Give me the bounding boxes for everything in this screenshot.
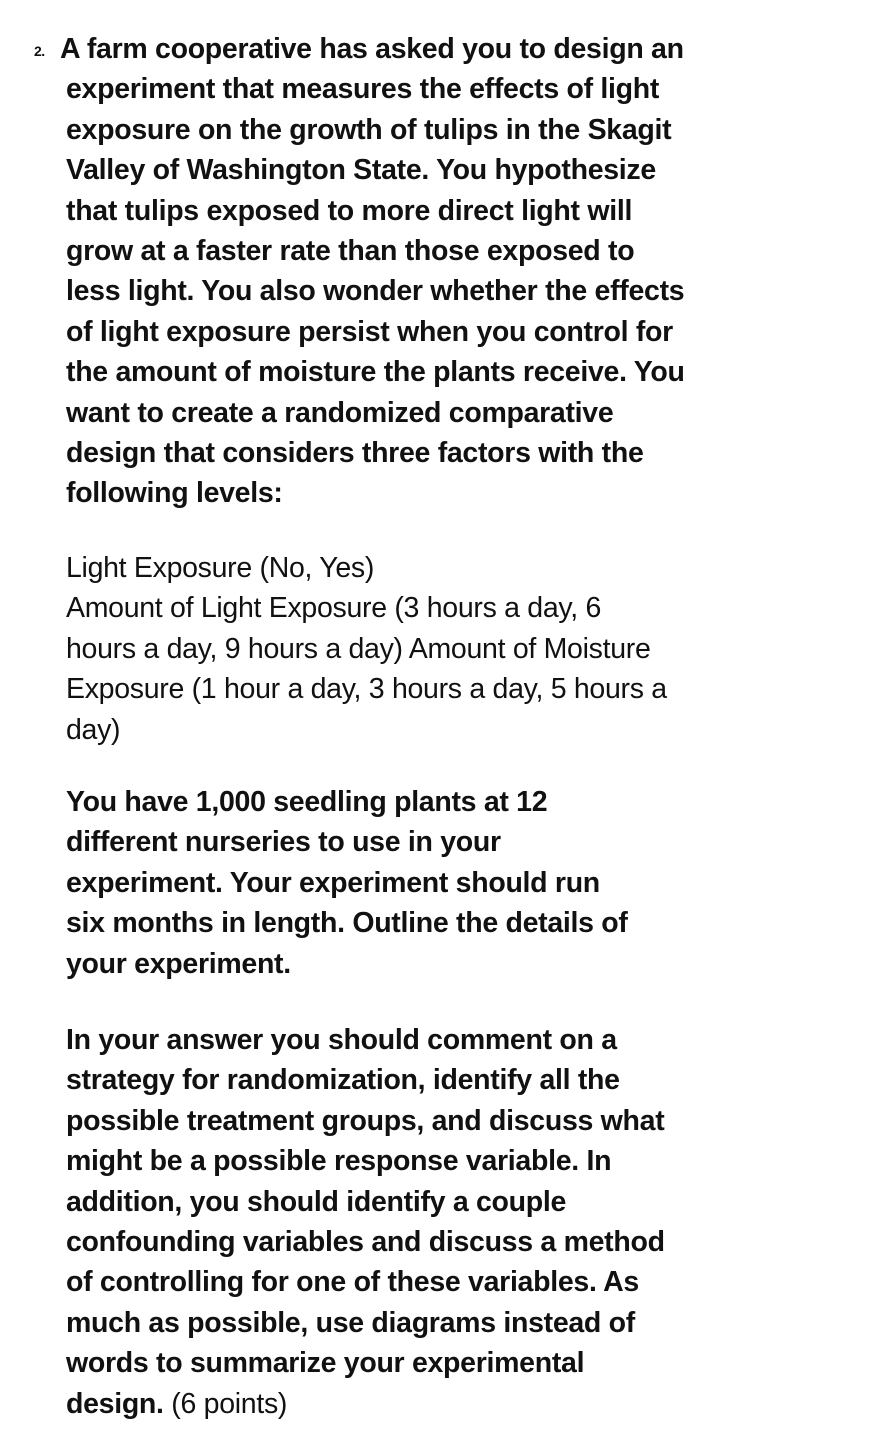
instructions-line: words to summarize your experimental [66, 1347, 585, 1380]
intro-paragraph [60, 29, 685, 514]
instructions-line: might be a possible response variable. In [66, 1145, 612, 1178]
levels-line: Exposure (1 hour a day, 3 hours a day, 5 hours a [66, 673, 667, 706]
levels-line: Amount of Light Exposure (3 hours a day, 6 [66, 592, 602, 625]
instructions-line: In your answer you should comment on a [66, 1024, 617, 1056]
instructions-line: addition, you should identify a couple [66, 1185, 567, 1218]
levels-line: day) [66, 713, 121, 746]
intro-line: following levels: [66, 477, 283, 510]
intro-line: the amount of moisture the plants receive. You [66, 356, 685, 389]
question-number: 2. [34, 43, 45, 59]
intro-line: that tulips exposed to more direct light will [66, 194, 633, 227]
intro-line: exposure on the growth of tulips in the Skagit [66, 113, 672, 146]
resources-line: different nurseries to use in your [66, 826, 501, 859]
resources-line: your experiment. [66, 947, 291, 980]
instructions-paragraph [66, 1020, 665, 1424]
instructions-line: possible treatment groups, and discuss what [66, 1104, 665, 1137]
intro-line: design that considers three factors with the [66, 437, 644, 470]
intro-line: Valley of Washington State. You hypothesize [66, 154, 656, 187]
intro-line: experiment that measures the effects of light [66, 73, 660, 106]
levels-line: hours a day, 9 hours a day) Amount of Moisture [66, 632, 651, 665]
points-value: (6 points) [171, 1387, 288, 1420]
instructions-final-line [66, 1384, 665, 1424]
resources-line: You have 1,000 seedling plants at 12 [66, 786, 548, 818]
intro-line: want to create a randomized comparative [66, 396, 614, 429]
resources-line: experiment. Your experiment should run [66, 866, 600, 899]
resources-line: six months in length. Outline the details of [66, 907, 628, 940]
instructions-line: of controlling for one of these variables. As [66, 1266, 639, 1299]
intro-line: grow at a faster rate than those exposed to [66, 235, 635, 268]
instructions-line: strategy for randomization, identify all the [66, 1064, 620, 1097]
resources-paragraph [66, 782, 628, 984]
intro-line: less light. You also wonder whether the effects [66, 275, 685, 308]
levels-line: Light Exposure (No, Yes) [66, 552, 375, 584]
instructions-line: much as possible, use diagrams instead of [66, 1306, 635, 1339]
final-word: design. [66, 1387, 164, 1420]
instructions-line: confounding variables and discuss a method [66, 1226, 665, 1259]
intro-line: A farm cooperative has asked you to design an [60, 33, 684, 65]
intro-line: of light exposure persist when you control for [66, 315, 673, 348]
factor-levels-paragraph [66, 548, 667, 750]
